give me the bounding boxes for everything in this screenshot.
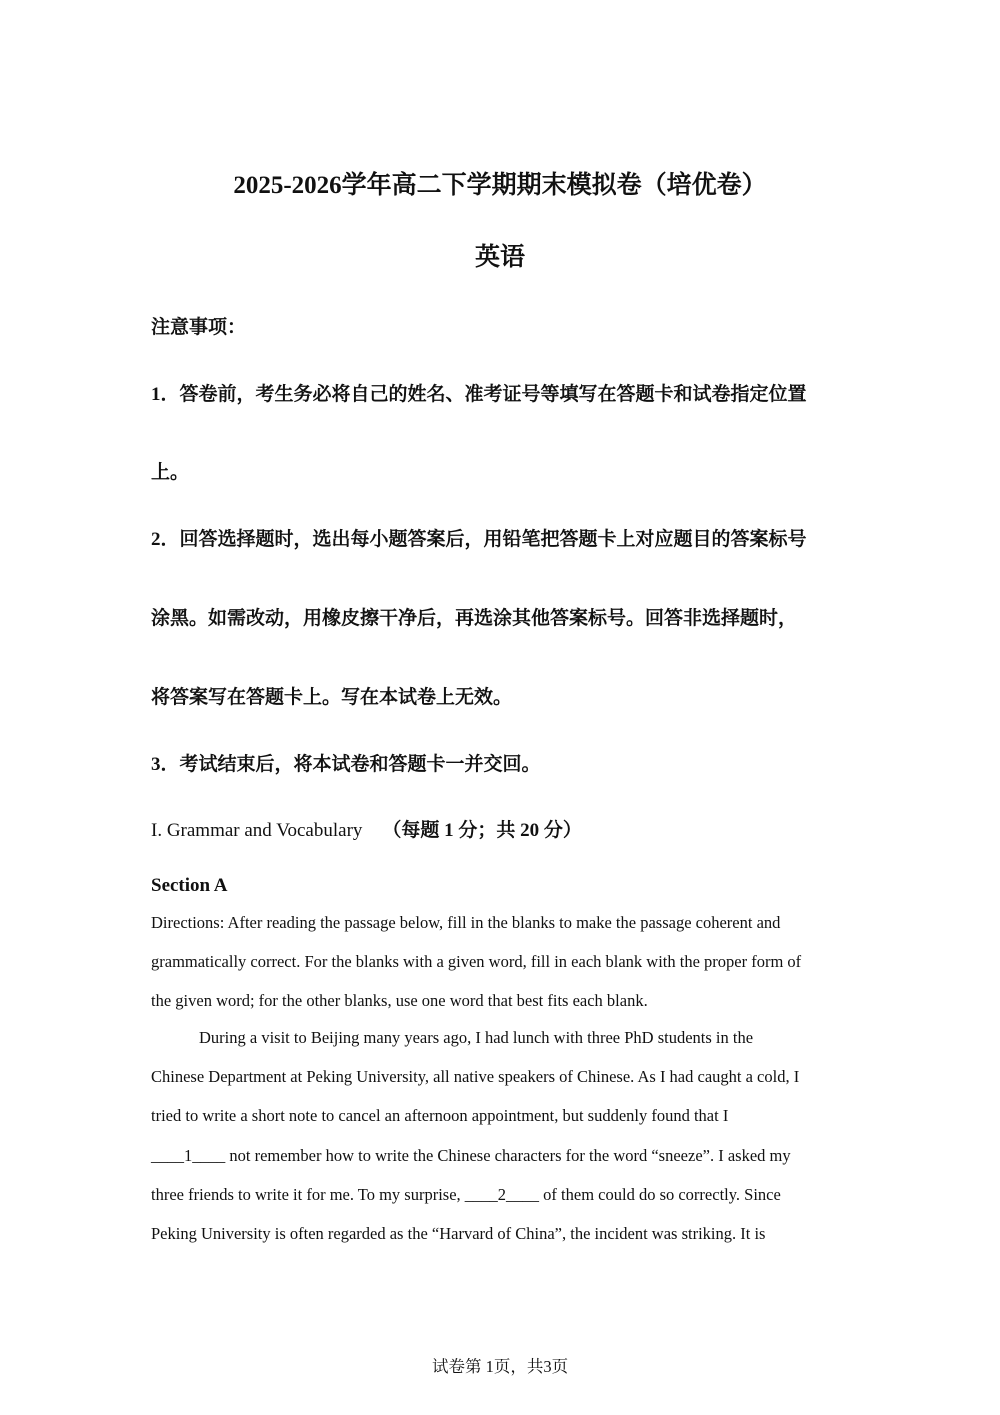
passage-line-3: tried to write a short note to cancel an afternoon appointment, but suddenly found that I: [151, 1106, 729, 1125]
notice-heading: 注意事项：: [151, 317, 247, 338]
notice-line-4: 涂黑。如需改动，用橡皮擦干净后，再选涂其他答案标号。回答非选择题时，: [151, 608, 798, 629]
directions-line-2: grammatically correct. For the blanks with a given word, fill in each blank with the proper form of: [151, 952, 802, 971]
part-score: （每题 1 分；共 20 分）: [382, 820, 582, 841]
part-title: I. Grammar and Vocabulary: [151, 820, 363, 841]
subject-title: 英语: [474, 244, 525, 271]
passage-line-6: Peking University is often regarded as the “Harvard of China”, the incident was striking. It is: [151, 1224, 766, 1243]
notice-line-2: 上。: [151, 462, 190, 483]
page-footer: 试卷第 1页，共3页: [431, 1357, 569, 1376]
notice-line-3: 2．回答选择题时，选出每小题答案后，用铅笔把答题卡上对应题目的答案标号: [151, 529, 807, 550]
notice-line-6: 3．考试结束后，将本试卷和答题卡一并交回。: [151, 754, 541, 775]
passage-line-4: ____1____ not remember how to write the Chinese characters for the word “sneeze”. I asked my: [151, 1146, 791, 1165]
directions-line-1: Directions: After reading the passage below, fill in the blanks to make the passage coherent and: [151, 913, 781, 932]
section-label: Section A: [151, 875, 228, 896]
exam-title: 2025-2026学年高二下学期期末模拟卷（培优卷）: [233, 172, 767, 199]
notice-line-1: 1．答卷前，考生务必将自己的姓名、准考证号等填写在答题卡和试卷指定位置: [151, 384, 807, 405]
passage-line-5: three friends to write it for me. To my surprise, ____2____ of them could do so correctly. Since: [151, 1185, 781, 1204]
directions-line-3: the given word; for the other blanks, use one word that best fits each blank.: [151, 991, 648, 1010]
passage-line-1: During a visit to Beijing many years ago, I had lunch with three PhD students in the: [199, 1028, 754, 1047]
passage-line-2: Chinese Department at Peking University, all native speakers of Chinese. As I had caught a cold, I: [151, 1067, 800, 1086]
part-heading: [151, 817, 582, 845]
notice-line-5: 将答案写在答题卡上。写在本试卷上无效。: [151, 687, 513, 708]
